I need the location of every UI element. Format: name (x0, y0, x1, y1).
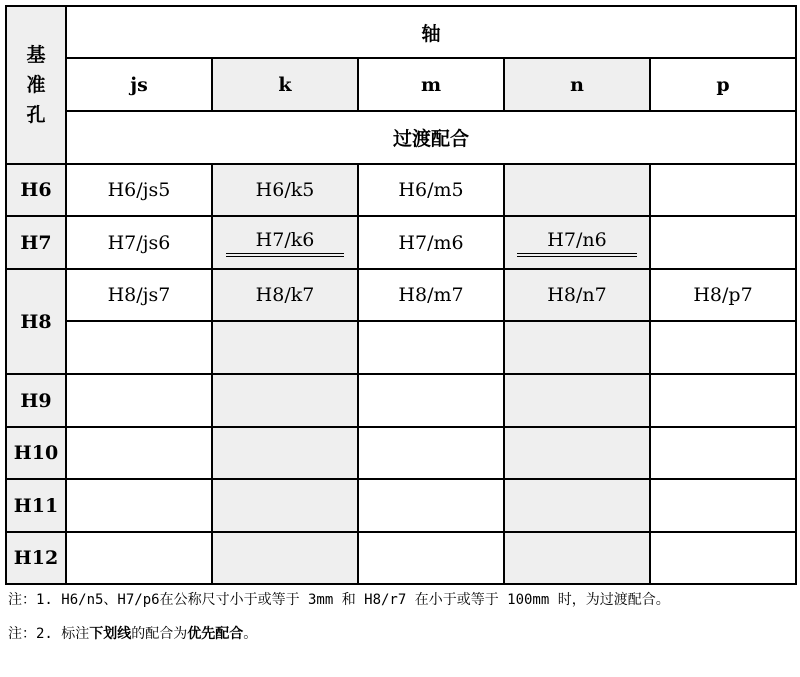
preferred-fit-underline: H7/n6 (517, 229, 636, 257)
row-label-h12: H12 (6, 532, 66, 584)
empty-cell (358, 321, 504, 374)
fit-cell (650, 164, 796, 216)
fit-cell: H6/js5 (66, 164, 212, 216)
column-header-js: js (66, 58, 212, 111)
row-label-h10: H10 (6, 427, 66, 479)
empty-cell (650, 321, 796, 374)
row-label-h6: H6 (6, 164, 66, 216)
base-hole-header (6, 6, 66, 164)
row-label-h7: H7 (6, 216, 66, 269)
empty-cell (650, 532, 796, 584)
column-header-p: p (650, 58, 796, 111)
empty-cell (212, 374, 358, 427)
fit-cell (504, 164, 650, 216)
table-row (6, 427, 796, 479)
fit-cell: H8/n7 (504, 269, 650, 321)
note-2-preferred-term: 优先配合 (187, 626, 244, 642)
empty-cell (504, 479, 650, 532)
base-hole-label: 基 准 孔 (26, 44, 46, 126)
fit-cell: H8/p7 (650, 269, 796, 321)
empty-cell (66, 427, 212, 479)
fit-cell: H8/k7 (212, 269, 358, 321)
fit-cell: H6/m5 (358, 164, 504, 216)
fit-table (5, 5, 797, 585)
notes-section (8, 590, 792, 644)
empty-cell (504, 532, 650, 584)
column-header-k: k (212, 58, 358, 111)
column-header-n: n (504, 58, 650, 111)
shaft-header: 轴 (66, 6, 796, 58)
empty-cell (212, 427, 358, 479)
note-2 (8, 624, 792, 644)
table-row (6, 374, 796, 427)
table-row (6, 479, 796, 532)
row-label-h8: H8 (6, 269, 66, 374)
empty-cell (66, 479, 212, 532)
fit-cell: H7/js6 (66, 216, 212, 269)
empty-cell (66, 532, 212, 584)
empty-cell (650, 427, 796, 479)
row-label-h11: H11 (6, 479, 66, 532)
table-row (6, 164, 796, 216)
note-1: 注：1. H6/n5、H7/p6在公称尺寸小于或等于 3mm 和 H8/r7 在小于或等于 100mm 时，为过渡配合。 (8, 592, 670, 608)
fit-cell: H8/js7 (66, 269, 212, 321)
empty-cell (212, 532, 358, 584)
row-label-h9: H9 (6, 374, 66, 427)
note-2-prefix: 注：2. 标注 (8, 626, 90, 642)
fit-type-header: 过渡配合 (66, 111, 796, 164)
fit-cell: H7/m6 (358, 216, 504, 269)
empty-cell (504, 374, 650, 427)
note-2-middle: 的配合为 (131, 626, 188, 642)
empty-cell (358, 427, 504, 479)
empty-cell (212, 321, 358, 374)
empty-cell (504, 321, 650, 374)
empty-cell (650, 479, 796, 532)
column-header-m: m (358, 58, 504, 111)
empty-cell (358, 479, 504, 532)
table-row (6, 269, 796, 321)
fit-cell (650, 216, 796, 269)
fit-cell: H8/m7 (358, 269, 504, 321)
table-row (6, 216, 796, 269)
note-2-suffix: 。 (243, 626, 258, 642)
preferred-fit-underline: H7/k6 (226, 229, 345, 257)
fit-cell-preferred (504, 216, 650, 269)
table-row (6, 532, 796, 584)
empty-cell (66, 321, 212, 374)
empty-cell (650, 374, 796, 427)
fit-cell: H6/k5 (212, 164, 358, 216)
empty-cell (66, 374, 212, 427)
empty-cell (358, 374, 504, 427)
empty-cell (358, 532, 504, 584)
empty-cell (212, 479, 358, 532)
note-2-underline-term: 下划线 (89, 626, 132, 642)
table-row (6, 321, 796, 374)
fit-cell-preferred (212, 216, 358, 269)
empty-cell (504, 427, 650, 479)
